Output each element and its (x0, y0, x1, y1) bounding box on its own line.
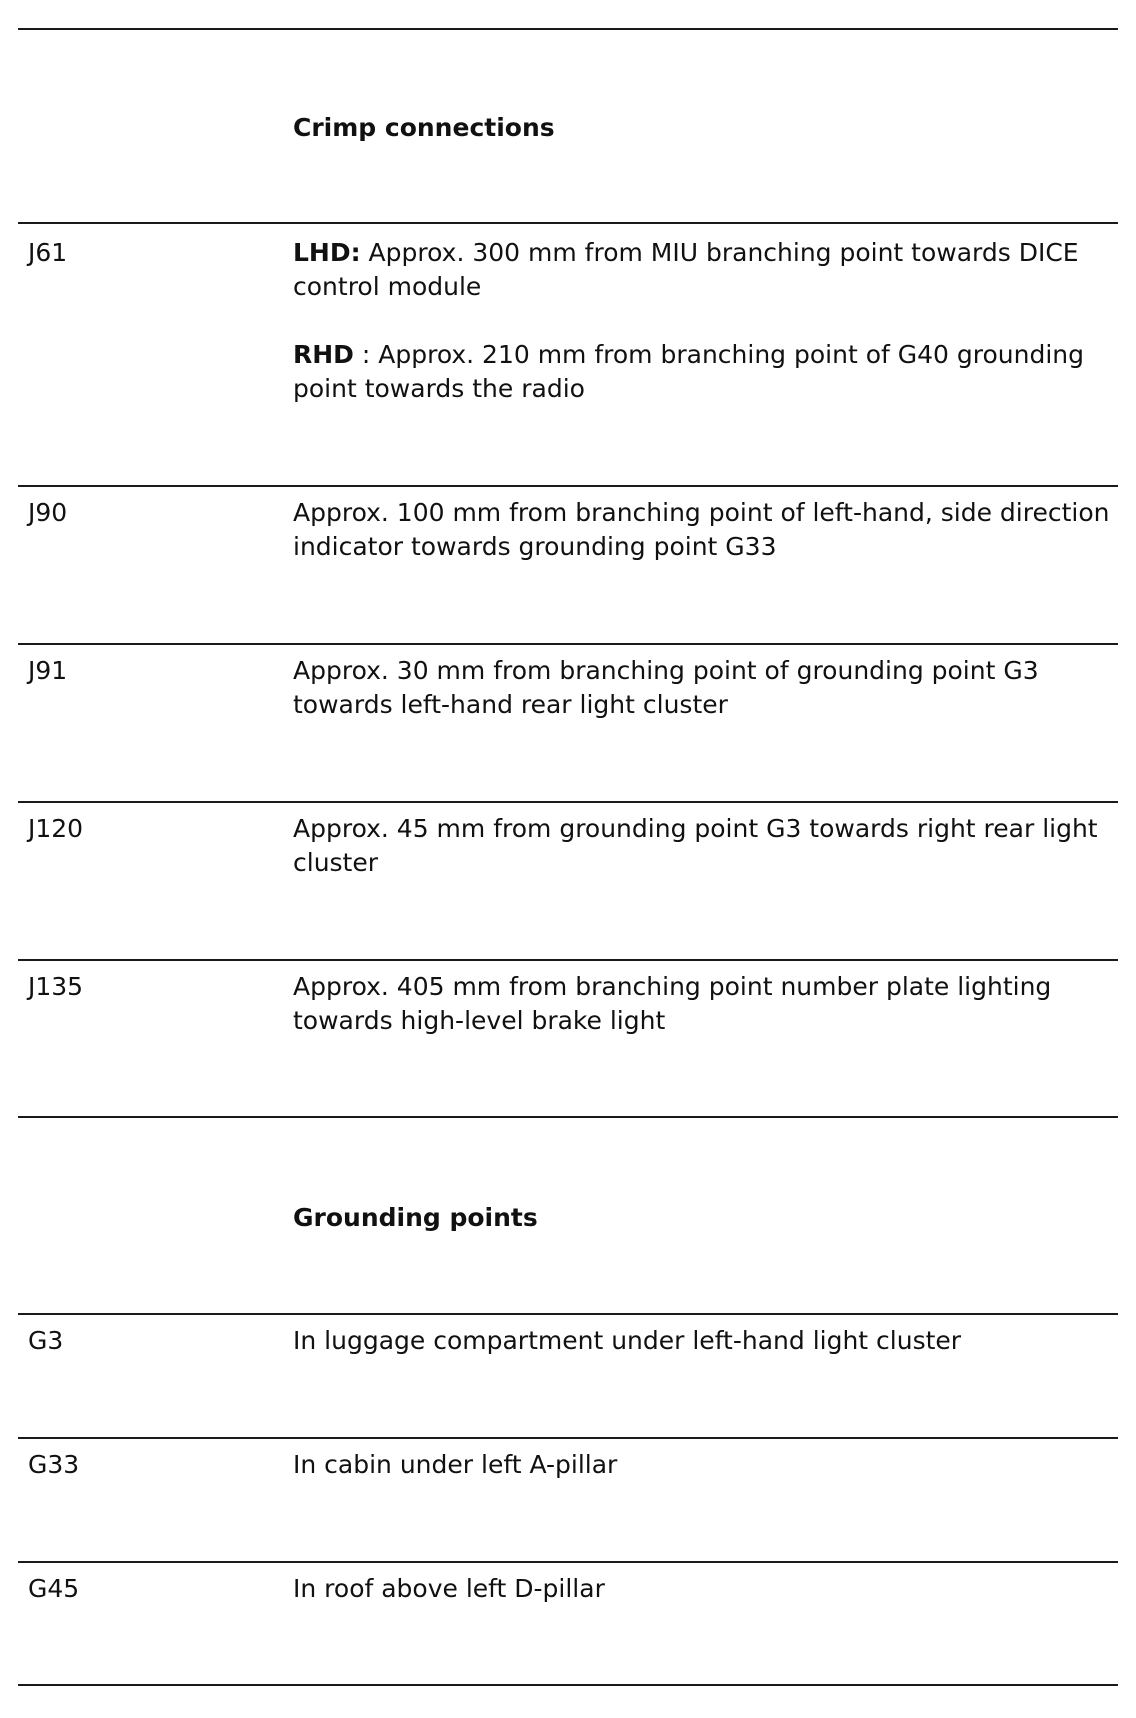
j61-rhd-note (293, 338, 1123, 406)
row-desc-j120: Approx. 45 mm from grounding point G3 towards right rear light cluster (293, 814, 1098, 877)
row-code-j61: J61 (28, 238, 68, 267)
row-desc-g33: In cabin under left A-pillar (293, 1450, 618, 1479)
row-code-g3: G3 (28, 1326, 64, 1355)
divider-j120 (18, 959, 1118, 961)
section-heading-crimp-connections: Crimp connections (293, 113, 555, 142)
divider-j91 (18, 801, 1118, 803)
j61-lhd-label: LHD: (293, 238, 361, 267)
section-heading-grounding-points: Grounding points (293, 1203, 538, 1232)
row-code-j135: J135 (28, 972, 84, 1001)
row-code-j120: J120 (28, 814, 84, 843)
divider-j90 (18, 643, 1118, 645)
divider-top (18, 28, 1118, 30)
row-desc-j90: Approx. 100 mm from branching point of left-hand, side direction indicator towards grounding point G33 (293, 498, 1110, 561)
row-code-j91: J91 (28, 656, 68, 685)
j61-rhd-label: RHD (293, 340, 354, 369)
divider-grounding-header (18, 1313, 1118, 1315)
row-desc-g45: In roof above left D-pillar (293, 1574, 605, 1603)
divider-g3 (18, 1437, 1118, 1439)
j61-lhd-note (293, 236, 1123, 304)
row-code-g45: G45 (28, 1574, 80, 1603)
j61-lhd-text: Approx. 300 mm from MIU branching point towards DICE control module (293, 238, 1079, 301)
divider-crimp-header (18, 222, 1118, 224)
row-desc-g3: In luggage compartment under left-hand light cluster (293, 1326, 962, 1355)
divider-g33 (18, 1561, 1118, 1563)
row-desc-j61 (293, 236, 1123, 406)
j61-rhd-text: : Approx. 210 mm from branching point of G40 grounding point towards the radio (293, 340, 1084, 403)
row-desc-j135: Approx. 405 mm from branching point number plate lighting towards high-level brake light (293, 972, 1052, 1035)
divider-j61 (18, 485, 1118, 487)
divider-j135 (18, 1116, 1118, 1118)
row-desc-j91: Approx. 30 mm from branching point of grounding point G3 towards left-hand rear light cluster (293, 656, 1039, 719)
row-code-j90: J90 (28, 498, 68, 527)
row-code-g33: G33 (28, 1450, 80, 1479)
divider-bottom (18, 1684, 1118, 1686)
